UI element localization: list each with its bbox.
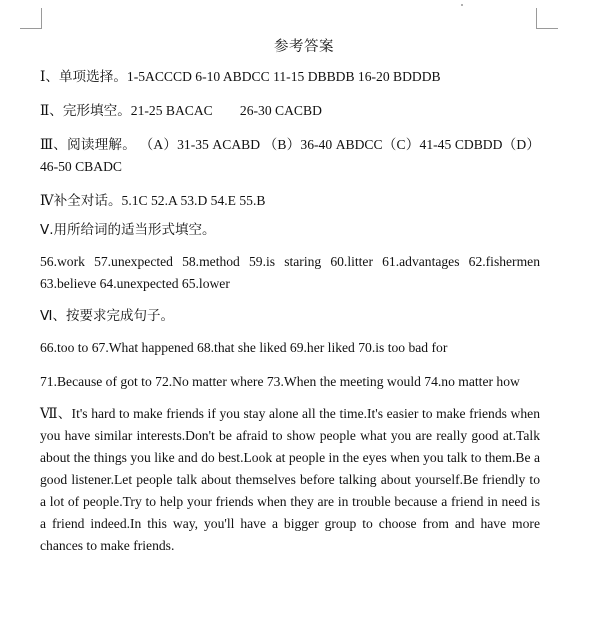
section-2-cloze: Ⅱ、完形填空。21-25 BACAC 26-30 CACBD	[40, 103, 322, 118]
section-3-reading: Ⅲ、阅读理解。 （A）31-35 ACABD （B）36-40 ABDCC（C）41-45 CDBDD（D）46-50 CBADC	[40, 137, 540, 174]
page-speck	[461, 4, 463, 6]
crop-mark-top-left	[41, 8, 42, 28]
section-1-multiple-choice: Ⅰ、单项选择。1-5ACCCD 6-10 ABDCC 11-15 DBBDB 16-20 BDDDB	[40, 69, 441, 84]
section-6-answers-line-2: 71.Because of got to 72.No matter where 73.When the meeting would 74.no matter how	[40, 374, 520, 389]
page-title: 参考答案	[274, 39, 334, 55]
crop-mark-top-left-horizontal	[20, 28, 42, 29]
section-5-answers: 56.work 57.unexpected 58.method 59.is staring 60.litter 61.advantages 62.fishermen 63.believe 64.unexpected 65.lower	[40, 254, 540, 291]
section-4-dialogue: Ⅳ补全对话。5.1C 52.A 53.D 54.E 55.B	[40, 193, 266, 208]
section-6-heading: Ⅵ、按要求完成句子。	[40, 308, 174, 324]
crop-mark-top-right	[536, 8, 537, 28]
answer-content	[40, 66, 540, 557]
section-5-heading: Ⅴ.用所给词的适当形式填空。	[40, 222, 216, 238]
crop-mark-top-right-horizontal	[536, 28, 558, 29]
section-6-answers-line-1: 66.too to 67.What happened 68.that she liked 69.her liked 70.is too bad for	[40, 340, 448, 355]
section-7-writing: Ⅶ、It's hard to make friends if you stay alone all the time.It's easier to make friends when you have similar interests.Don't be afraid to show people what you are really good at.Talk about the things you like and do best.Look at people in the eyes when you talk to them.Be a good listener.Let people talk about themselves before talking about yourself.Be friendly to a lot of people.Try to help your friends when they are in trouble because a friend in need is a friend indeed.In this way, you'll have a bigger group to choose from and have more chances to make friends.	[40, 406, 540, 553]
